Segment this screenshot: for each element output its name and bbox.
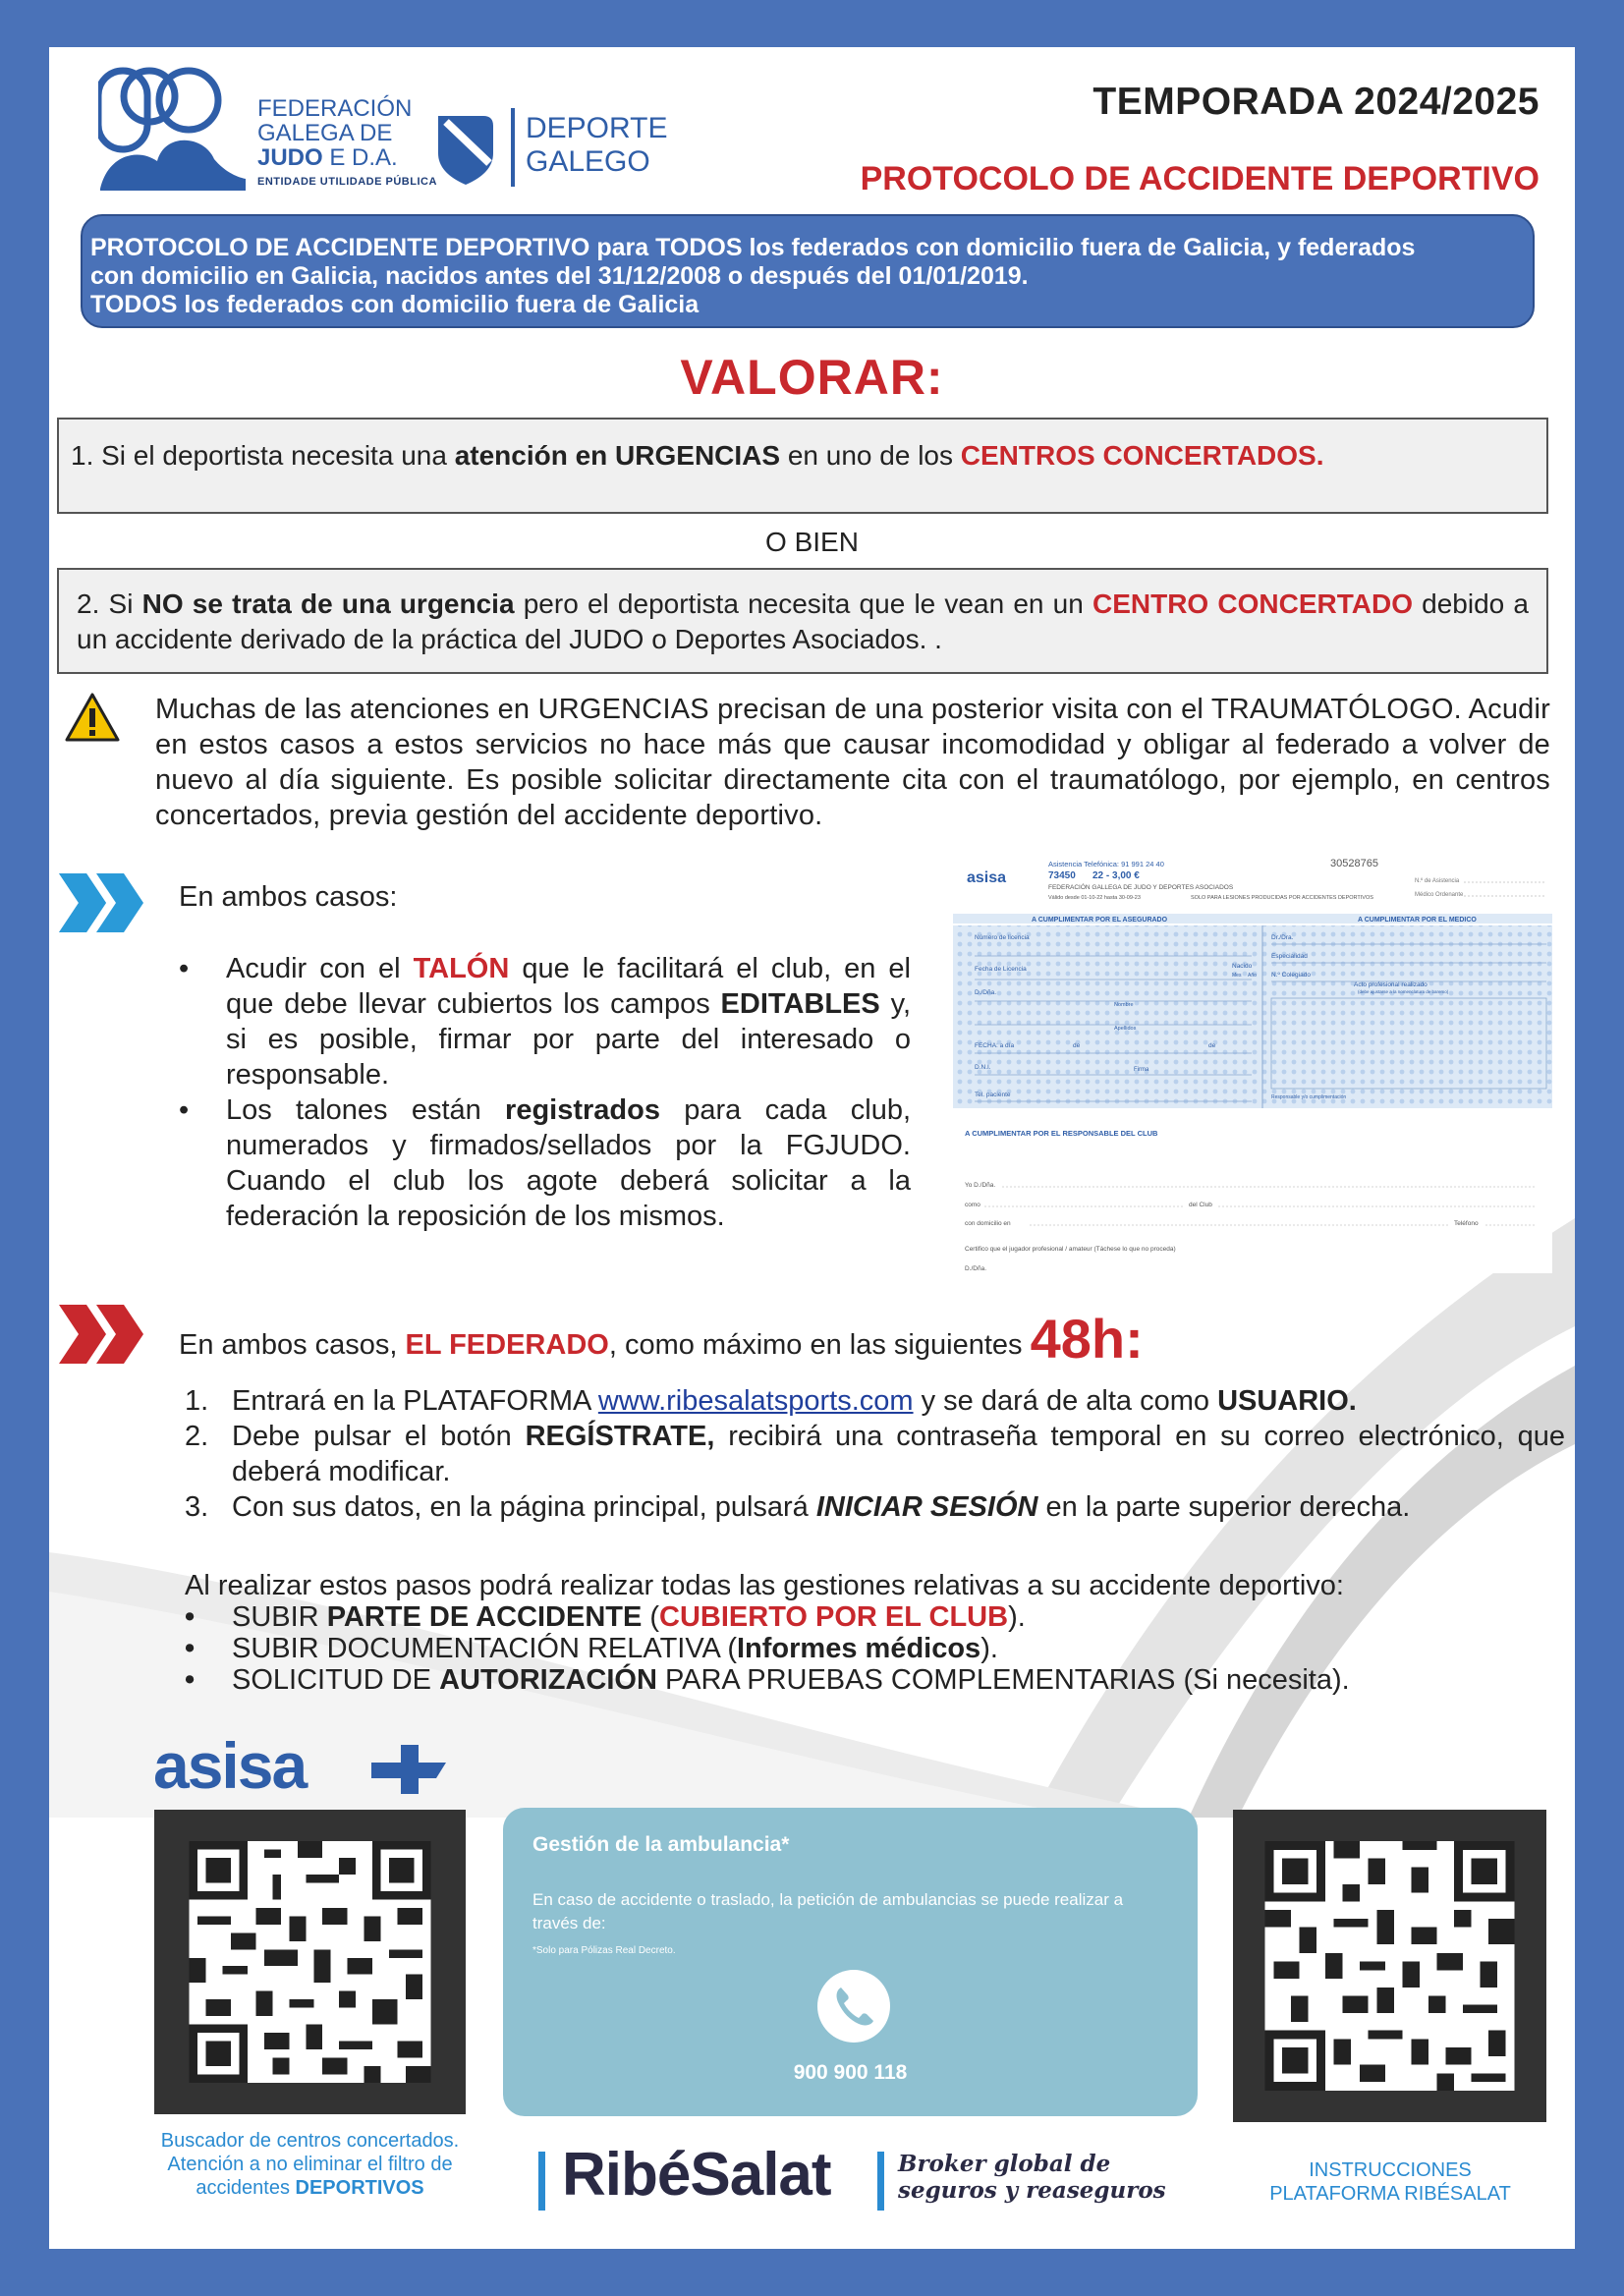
svg-text:30528765: 30528765 — [1330, 858, 1378, 869]
svg-text:A CUMPLIMENTAR POR EL ASEGURAD: A CUMPLIMENTAR POR EL ASEGURADO — [1032, 917, 1168, 924]
svg-text:Nombre: Nombre — [1114, 1002, 1134, 1008]
option-2-box: 2. Si NO se trata de una urgencia pero el deportista necesita que le vean en un CENTRO CONCERTADO debido a un accidente derivado de la práctica del JUDO o Deportes Asociados. . — [57, 568, 1548, 674]
svg-text:como: como — [965, 1202, 980, 1208]
svg-text:asisa: asisa — [153, 1737, 307, 1798]
svg-text:D./Dña.: D./Dña. — [965, 1265, 987, 1272]
phone-icon[interactable] — [817, 1970, 890, 2043]
svg-text:Número de licencia: Número de licencia — [975, 934, 1030, 941]
svg-text:Certifico que el jugador profe: Certifico que el jugador profesional / amateur (Táchese lo que no proceda) — [965, 1246, 1176, 1253]
svg-text:del Club: del Club — [1189, 1202, 1212, 1208]
form-brand: asisa — [967, 869, 1007, 886]
svg-text:de: de — [1208, 1042, 1216, 1049]
svg-text:FECHA: a día: FECHA: a día — [975, 1042, 1015, 1049]
ambulance-panel — [503, 1808, 1198, 2116]
gestiones-block — [185, 1570, 1560, 1696]
qr-pattern — [186, 1841, 434, 2083]
intro-line-1: PROTOCOLO DE ACCIDENTE DEPORTIVO para TODOS los federados con domicilio fuera de Galicia, y federados — [90, 234, 1416, 261]
svg-text:de: de — [1073, 1042, 1081, 1049]
intro-line-2: con domicilio en Galicia, nacidos antes del 31/12/2008 o después del 01/01/2019. — [90, 262, 1029, 290]
ambulance-description: En caso de accidente o traslado, la petición de ambulancias se puede realizar a través de: — [532, 1890, 1124, 1932]
svg-text:Válido desde 01-10-22 hasta 30: Válido desde 01-10-22 hasta 30-09-23 — [1048, 895, 1141, 901]
qr-pattern — [1264, 1841, 1515, 2091]
svg-text:con domicilio en: con domicilio en — [965, 1220, 1011, 1227]
warning-text: Muchas de las atenciones en URGENCIAS precisan de una posterior visita con el TRAUMATÓLOGO. Acudir en estos casos a estos servicios no hace más que causar incomodidad y obligar al federado a volver de nuevo al día siguiente. Es posible solicitar directamente cita con el traumatólogo, por ejemplo, en centros concertados, previa gestión del accidente deportivo. — [155, 694, 1550, 831]
list-item: • Acudir con el TALÓN que le facilitará el club, en el que debe llevar cubiertos los campos EDITABLES y, si es posible, firmar por parte del interesado o responsable. — [179, 953, 912, 1091]
intro-line-3: TODOS los federados con domicilio fuera de Galicia — [90, 291, 700, 318]
svg-text:(debe ajustarse a la nomenclat: (debe ajustarse a la nomenclatura de baremo) — [1358, 989, 1449, 994]
section-1-heading: En ambos casos: — [179, 881, 398, 913]
section-2-heading: En ambos casos, EL FEDERADO, como máximo en las siguientes 48h: — [179, 1308, 1144, 1370]
ribesalat-logo: RibéSalat — [562, 2141, 831, 2209]
svg-text:Año: Año — [1248, 973, 1257, 979]
qr-code-centros[interactable] — [154, 1810, 466, 2114]
instrucciones-caption: INSTRUCCIONES PLATAFORMA RIBÉSALAT — [1269, 2159, 1511, 2205]
svg-text:Responsable y/o cumplimentació: Responsable y/o cumplimentación — [1271, 1094, 1347, 1100]
step-item: 2. Debe pulsar el botón REGÍSTRATE, recibirá una contraseña temporal en su correo electrónico, que deberá modificar. — [185, 1421, 1565, 1487]
svg-text:SOLO PARA LESIONES PRODUCIDAS: SOLO PARA LESIONES PRODUCIDAS POR ACCIDENTES DEPORTIVOS — [1191, 895, 1373, 901]
svg-text:D./Dña.: D./Dña. — [975, 989, 997, 996]
qr-code-instrucciones[interactable] — [1233, 1810, 1546, 2122]
svg-text:Apellidos: Apellidos — [1114, 1026, 1137, 1032]
ambulance-title: Gestión de la ambulancia* — [532, 1833, 790, 1856]
intro-box — [81, 214, 1535, 328]
step-item: 3. Con sus datos, en la página principal, pulsará INICIAR SESIÓN en la parte superior derecha. — [185, 1491, 1411, 1523]
list-item: • SUBIR PARTE DE ACCIDENTE (CUBIERTO POR EL CLUB). — [185, 1601, 1026, 1633]
section-2-steps — [185, 1383, 1565, 1525]
svg-text:Fecha de Licencia: Fecha de Licencia — [975, 966, 1027, 973]
section-1-list — [179, 951, 911, 1234]
platform-link[interactable]: www.ribesalatsports.com — [597, 1385, 914, 1417]
list-item: • SOLICITUD DE AUTORIZACIÓN PARA PRUEBAS COMPLEMENTARIAS (Si necesita). — [185, 1664, 1350, 1696]
svg-text:N.º Colegiado: N.º Colegiado — [1271, 972, 1311, 979]
o-bien-label: O BIEN — [765, 527, 859, 557]
list-item: • SUBIR DOCUMENTACIÓN RELATIVA (Informes médicos). — [185, 1633, 998, 1664]
step-item: 1. Entrará en la PLATAFORMA www.ribesalatsports.com y se dará de alta como USUARIO. — [185, 1385, 1357, 1417]
svg-text:Asistencia Telefónica: 91 991: Asistencia Telefónica: 91 991 24 40 — [1048, 860, 1164, 868]
valorar-heading: VALORAR: — [680, 350, 944, 405]
svg-text:22 - 3,00 €: 22 - 3,00 € — [1092, 870, 1140, 881]
svg-text:A CUMPLIMENTAR POR EL RESPONSA: A CUMPLIMENTAR POR EL RESPONSABLE DEL CLUB — [965, 1129, 1158, 1138]
svg-text:Dr./Dra.: Dr./Dra. — [1271, 934, 1294, 941]
ribesalat-tagline: Broker global de seguros y reaseguros — [898, 2151, 1166, 2204]
option-1-box: 1. Si el deportista necesita una atención en URGENCIAS en uno de los CENTROS CONCERTADOS. — [57, 418, 1548, 514]
svg-text:Mes: Mes — [1232, 973, 1242, 979]
svg-text:Especialidad: Especialidad — [1271, 953, 1308, 960]
deporte-galego-logo — [432, 108, 521, 187]
svg-text:FEDERACIÓN GALLEGA DE JUDO Y D: FEDERACIÓN GALLEGA DE JUDO Y DEPORTES ASOCIADOS — [1048, 884, 1234, 891]
svg-text:Teléfono: Teléfono — [1454, 1220, 1479, 1227]
protocol-title: PROTOCOLO DE ACCIDENTE DEPORTIVO — [860, 160, 1540, 197]
svg-text:Nacido: Nacido — [1232, 963, 1253, 970]
gestiones-intro: Al realizar estos pasos podrá realizar todas las gestiones relativas a su accidente deportivo: — [185, 1570, 1344, 1601]
ambulance-note: *Solo para Pólizas Real Decreto. — [532, 1945, 676, 1956]
deporte-galego-text: DEPORTE GALEGO — [526, 112, 668, 178]
svg-text:Yo D./Dña.: Yo D./Dña. — [965, 1182, 996, 1189]
chevron-red-icon — [51, 1303, 149, 1366]
buscador-caption: Buscador de centros concertados. Atención a no eliminar el filtro de accidentes DEPORTIVOS — [160, 2130, 460, 2199]
svg-text:Tel. paciente: Tel. paciente — [975, 1092, 1011, 1098]
svg-text:73450: 73450 — [1048, 870, 1076, 881]
warning-icon — [65, 692, 120, 743]
svg-text:Acto profesional realizado: Acto profesional realizado — [1354, 981, 1428, 988]
svg-text:D.N.I.: D.N.I. — [975, 1064, 991, 1071]
list-item: • Los talones están registrados para cada club, numerados y firmados/sellados por la FGJUDO. Cuando el club los agote deberá solicitar a la federación la reposición de los mismos. — [179, 1094, 912, 1232]
svg-text:N.º de Asistencia: N.º de Asistencia — [1415, 878, 1460, 884]
asisa-logo — [153, 1737, 448, 1798]
svg-text:A CUMPLIMENTAR POR EL MEDICO: A CUMPLIMENTAR POR EL MEDICO — [1358, 917, 1477, 924]
svg-text:Firma: Firma — [1134, 1067, 1149, 1073]
chevron-blue-icon — [51, 871, 149, 934]
federation-name: FEDERACIÓN GALEGA DE JUDO E D.A. ENTIDADE UTILIDADE PÚBLICA — [257, 95, 437, 188]
svg-text:Médico Ordenante: Médico Ordenante — [1415, 892, 1464, 898]
season-title: TEMPORADA 2024/2025 — [1092, 81, 1540, 123]
accident-form-image — [935, 851, 1552, 1273]
ambulance-phone-number[interactable]: 900 900 118 — [793, 2061, 908, 2084]
